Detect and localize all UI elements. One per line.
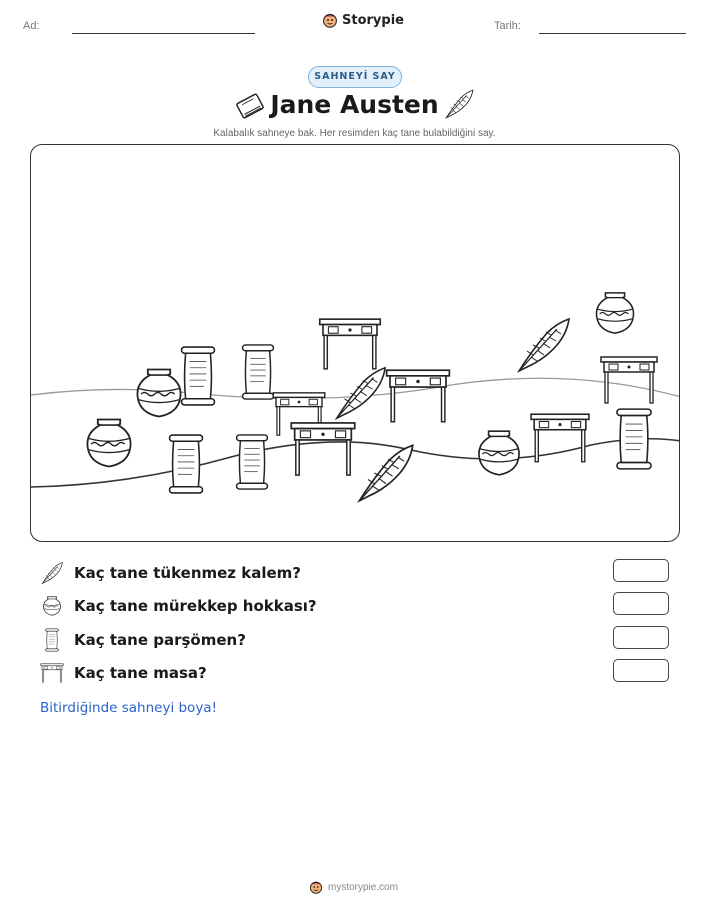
storypie-mascot-icon <box>322 12 338 28</box>
scene-scroll <box>169 435 202 493</box>
question-inkpot <box>40 593 317 619</box>
date-line[interactable] <box>539 33 686 34</box>
quill-icon <box>40 561 64 585</box>
activity-badge: SAHNEYİ SAY <box>308 66 402 88</box>
question-text: Kaç tane mürekkep hokkası? <box>74 597 317 615</box>
question-text: Kaç tane masa? <box>74 664 207 682</box>
scene-ink-pot <box>137 369 180 416</box>
question-text: Kaç tane parşömen? <box>74 631 246 649</box>
scene-scroll <box>181 347 214 405</box>
date-label: Tarih: <box>494 20 521 32</box>
scene-scroll <box>237 435 268 489</box>
footer-url[interactable]: mystorypie.com <box>328 881 399 893</box>
instructions: Kalabalık sahneye bak. Her resimden kaç tane bulabildiğini say. <box>213 128 496 139</box>
answer-box-quill[interactable] <box>613 559 669 582</box>
scene-quill <box>359 445 412 500</box>
scene-desk <box>291 423 354 475</box>
scene-scroll <box>617 409 651 469</box>
answer-box-scroll[interactable] <box>613 626 669 649</box>
inkpot-icon <box>40 594 64 618</box>
finish-instruction: Bitirdiğinde sahneyi boya! <box>40 700 217 716</box>
question-quill <box>40 560 301 586</box>
scene-ink-pot <box>479 431 519 475</box>
scene-illustration <box>31 145 680 542</box>
desk-icon <box>40 661 64 685</box>
scene-desk <box>387 370 450 422</box>
quill-icon <box>443 87 475 121</box>
scene-ink-pot <box>597 293 634 333</box>
page-title: Jane Austen <box>270 90 439 119</box>
scene-quill <box>337 368 385 418</box>
scene-desk <box>601 357 657 403</box>
question-desk <box>40 660 207 686</box>
name-label: Ad: <box>23 20 40 32</box>
scene-desk <box>531 414 589 462</box>
brand-name: Storypie <box>342 12 404 28</box>
answer-box-inkpot[interactable] <box>613 592 669 615</box>
question-scroll <box>40 627 246 653</box>
storypie-logo <box>322 12 404 28</box>
question-text: Kaç tane tükenmez kalem? <box>74 564 301 582</box>
storypie-mascot-icon <box>309 880 323 894</box>
scene-desk <box>320 319 380 369</box>
name-line[interactable] <box>72 33 255 34</box>
scene-ink-pot <box>87 419 130 466</box>
footer <box>309 880 398 894</box>
scene-scroll <box>243 345 274 399</box>
scene-quill <box>519 319 569 371</box>
answer-box-desk[interactable] <box>613 659 669 682</box>
counting-scene[interactable] <box>30 144 680 542</box>
scroll-icon <box>40 628 64 652</box>
